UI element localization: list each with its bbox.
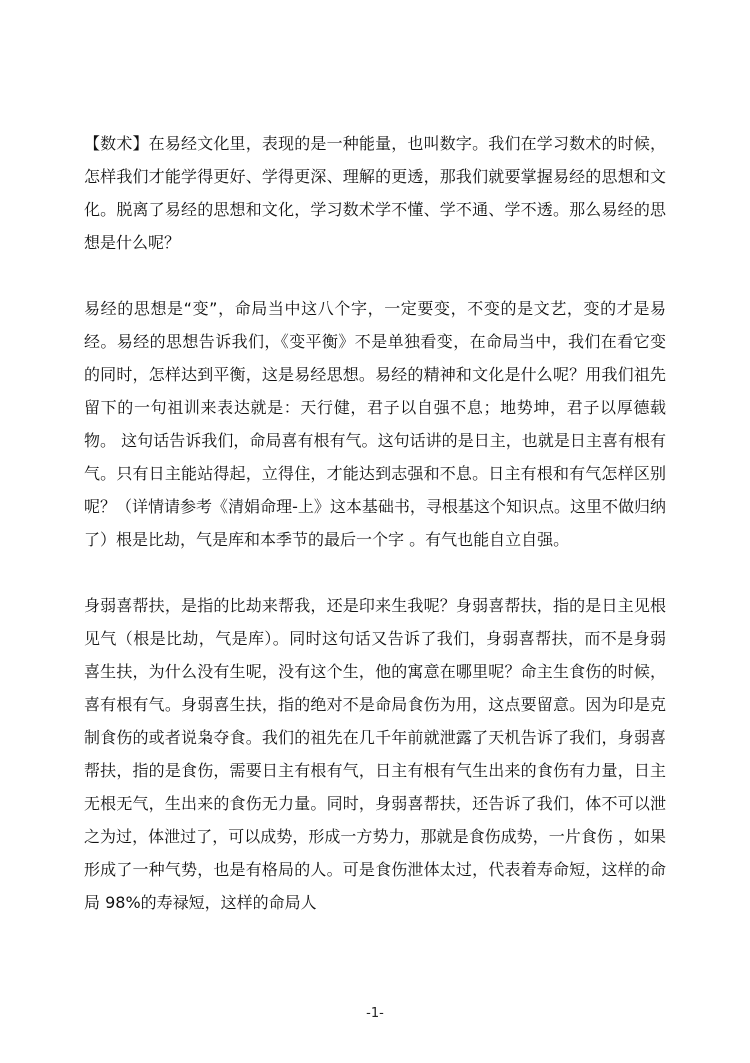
paragraph-yijing-thought: 易经的思想是“变”，命局当中这八个字，一定要变，不变的是文艺，变的才是易经。易经的思想告诉我们，《变平衡》不是单独看变，在命局当中，我们在看它变的同时，怎样达到平衡，这是易经思想。易经的精神和文化是什么呢？用我们祖先留下的一句祖训来表达就是：天行健，君子以自强不息；地势坤，君子以厚德载物。 这句话告诉我们，命局喜有根有气。这句话讲的是日主，也就是日主喜有根有气。只有日主能站得起，立得住，才能达到志强和不息。日主有根和有气怎样区别呢？（详情请参考《清娟命理-上》这本基础书，寻根基这个知识点。这里不做归纳了）根是比劫，气是库和本季节的最后一个字 。有气也能自立自强。: [84, 299, 666, 549]
paragraph-shenruo-bangfu: 身弱喜帮扶，是指的比劫来帮我，还是印来生我呢？身弱喜帮扶，指的是日主见根见气（根是比劫，气是库）。同时这句话又告诉了我们，身弱喜帮扶，而不是身弱喜生扶，为什么没有生呢，没有这个生，他的寓意在哪里呢？命主生食伤的时候，喜有根有气。身弱喜生扶，指的绝对不是命局食伤为用，这点要留意。因为印是克制食伤的或者说枭夺食。我们的祖先在几千年前就泄露了天机告诉了我们，身弱喜帮扶，指的是食伤，需要日主有根有气，日主有根有气生出来的食伤有力量，日主无根无气，生出来的食伤无力量。同时，身弱喜帮扶，还告诉了我们，体不可以泄之为过，体泄过了，可以成势，形成一方势力，那就是食伤成势，一片食伤 ，如果形成了一种气势，也是有格局的人。可是食伤泄体太过，代表着寿命短，这样的命局 98%的寿禄短，这样的命局人: [84, 596, 666, 912]
paragraph-shushu: 【数术】在易经文化里，表现的是一种能量，也叫数字。我们在学习数术的时候，怎样我们才能学得更好、学得更深、理解的更透，那我们就要掌握易经的思想和文化。脱离了易经的思想和文化，学习数术学不懂、学不通、学不透。那么易经的思想是什么呢？: [84, 134, 666, 252]
document-body: [84, 127, 666, 919]
page-number: -1-: [366, 1006, 384, 1021]
